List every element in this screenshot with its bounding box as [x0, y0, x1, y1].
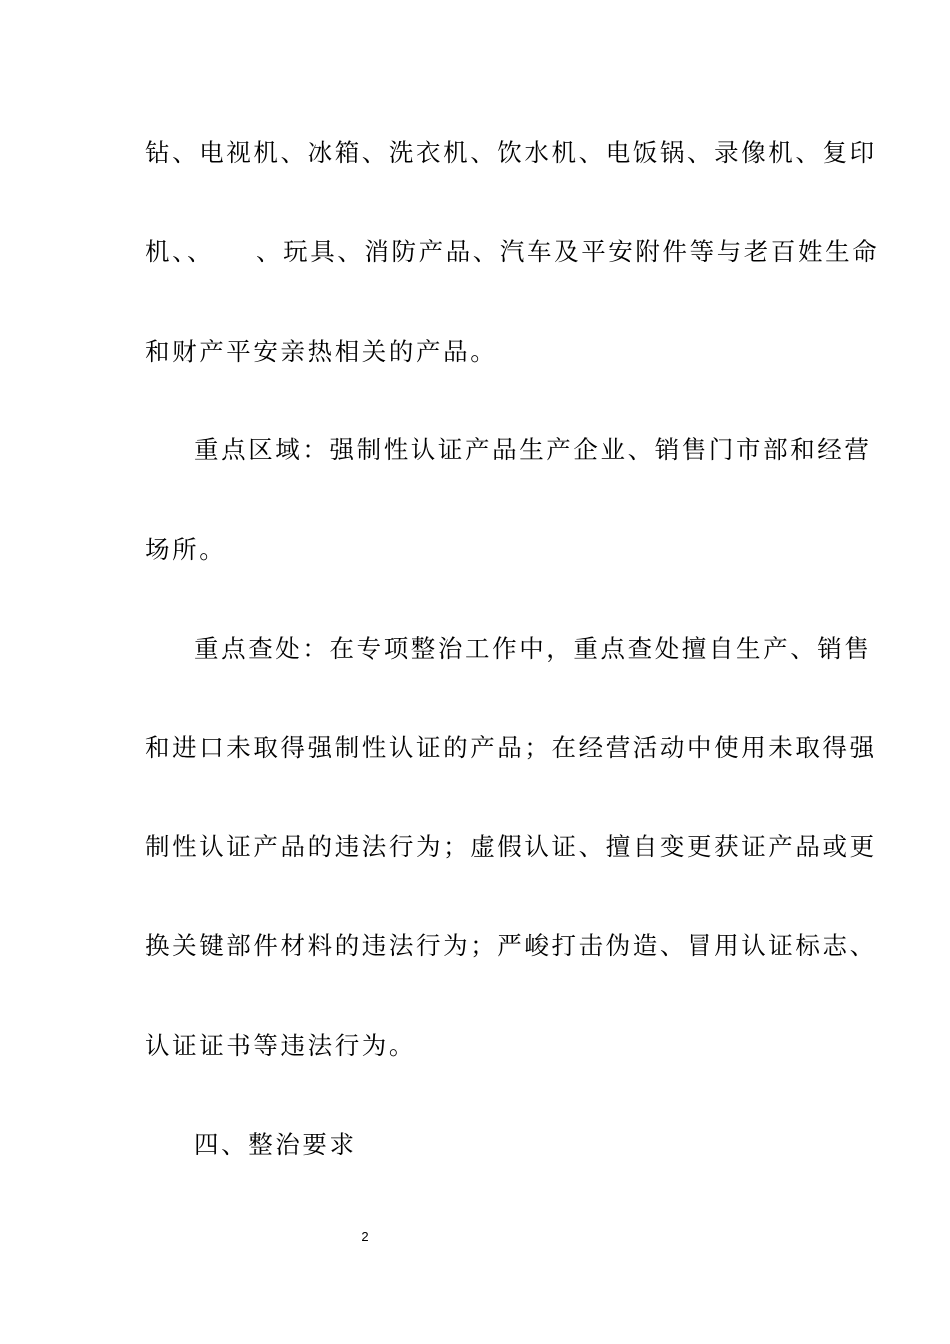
text-line: 认证证书等违法行为。	[145, 1031, 416, 1060]
text-line: 和财产平安亲热相关的产品。	[145, 337, 498, 366]
page-number: 2	[361, 1229, 369, 1244]
text-line: 制性认证产品的违法行为；虚假认证、擅自变更获证产品或更	[145, 832, 877, 861]
text-line: 和进口未取得强制性认证的产品；在经营活动中使用未取得强	[145, 733, 877, 762]
text-line: 机、、 、玩具、消防产品、汽车及平安附件等与老百姓生命	[145, 237, 880, 266]
section-heading: 四、整治要求	[194, 1130, 357, 1159]
text-line: 场所。	[145, 535, 227, 564]
paragraph-start-line: 重点查处：在专项整治工作中，重点查处擅自生产、销售	[194, 634, 872, 663]
text-line: 钻、电视机、冰箱、洗衣机、饮水机、电饭锅、录像机、复印	[145, 138, 877, 167]
text-line: 换关键部件材料的违法行为；严峻打击伪造、冒用认证标志、	[145, 931, 877, 960]
paragraph-start-line: 重点区域：强制性认证产品生产企业、销售门市部和经营	[194, 435, 872, 464]
